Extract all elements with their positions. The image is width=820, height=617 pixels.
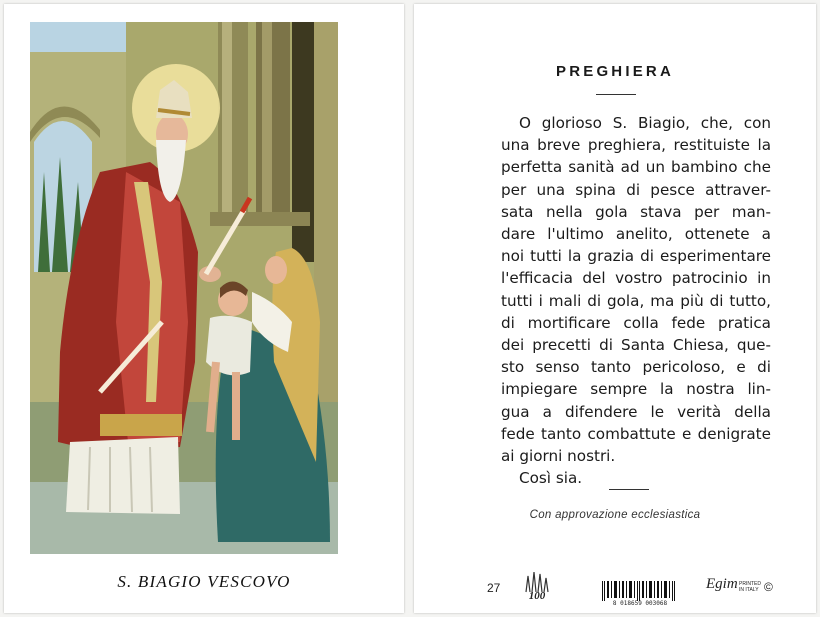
holy-card-back — [414, 4, 816, 613]
prayer-title: PREGHIERA — [556, 63, 674, 80]
prayer-line: sto senso tanto pericoloso, e di — [501, 358, 771, 377]
card-number: 27 — [487, 581, 501, 595]
prayer-line: fede tanto combattute e denigrate — [501, 424, 771, 443]
prayer-line: O glorioso S. Biagio, che, con — [519, 114, 771, 132]
anniversary-logo — [522, 570, 552, 604]
prayer-line: tutti i mali di gola, ma più di tutto, — [501, 291, 771, 310]
prayer-text — [501, 112, 771, 489]
ecclesiastical-approval: Con approvazione ecclesiastica — [529, 509, 701, 521]
amen-divider — [609, 489, 649, 490]
prayer-line: di mortificare colla fede pratica — [501, 313, 771, 332]
holy-card-front — [4, 4, 404, 613]
copyright-icon: © — [764, 580, 773, 594]
prayer-line: gua a difendere le verità della — [501, 402, 771, 421]
title-divider — [596, 94, 636, 95]
prayer-line: noi tutti la grazia di esperimentare — [501, 247, 771, 266]
bishop-alb — [66, 437, 180, 514]
prayer-line: dei precetti di Santa Chiesa, que- — [501, 336, 771, 355]
prayer-line: per una spina di pesce attraver- — [501, 180, 771, 199]
prayer-line: perfetta sanità ad un bambino che — [501, 158, 771, 177]
prayer-line: una breve preghiera, restituiste la — [501, 136, 771, 155]
logo-100-label: 100 — [528, 590, 546, 602]
publisher-logo: Egim — [706, 576, 738, 592]
barcode-digits: 8 018659 003068 — [612, 600, 668, 607]
printed-line-1: PRINTED — [739, 581, 761, 587]
prayer-line: dare l'ultimo anelito, ottenete a — [501, 225, 771, 244]
prayer-line: ai giorni nostri. — [501, 447, 616, 466]
prayer-line: l'efficacia del vostro patrocinio in — [501, 269, 771, 288]
mother-face — [265, 256, 287, 284]
printed-line-2: IN ITALY — [739, 587, 759, 593]
barcode — [602, 581, 676, 601]
prayer-line: sata nella gola stava per man- — [501, 202, 771, 221]
prayer-amen: Così sia. — [519, 469, 583, 488]
printed-in-italy — [739, 581, 761, 593]
painting-caption: S. BIAGIO VESCOVO — [117, 572, 291, 591]
prayer-line: impiegare sempre la nostra lin- — [501, 380, 771, 399]
saint-blaise-painting — [30, 22, 338, 554]
